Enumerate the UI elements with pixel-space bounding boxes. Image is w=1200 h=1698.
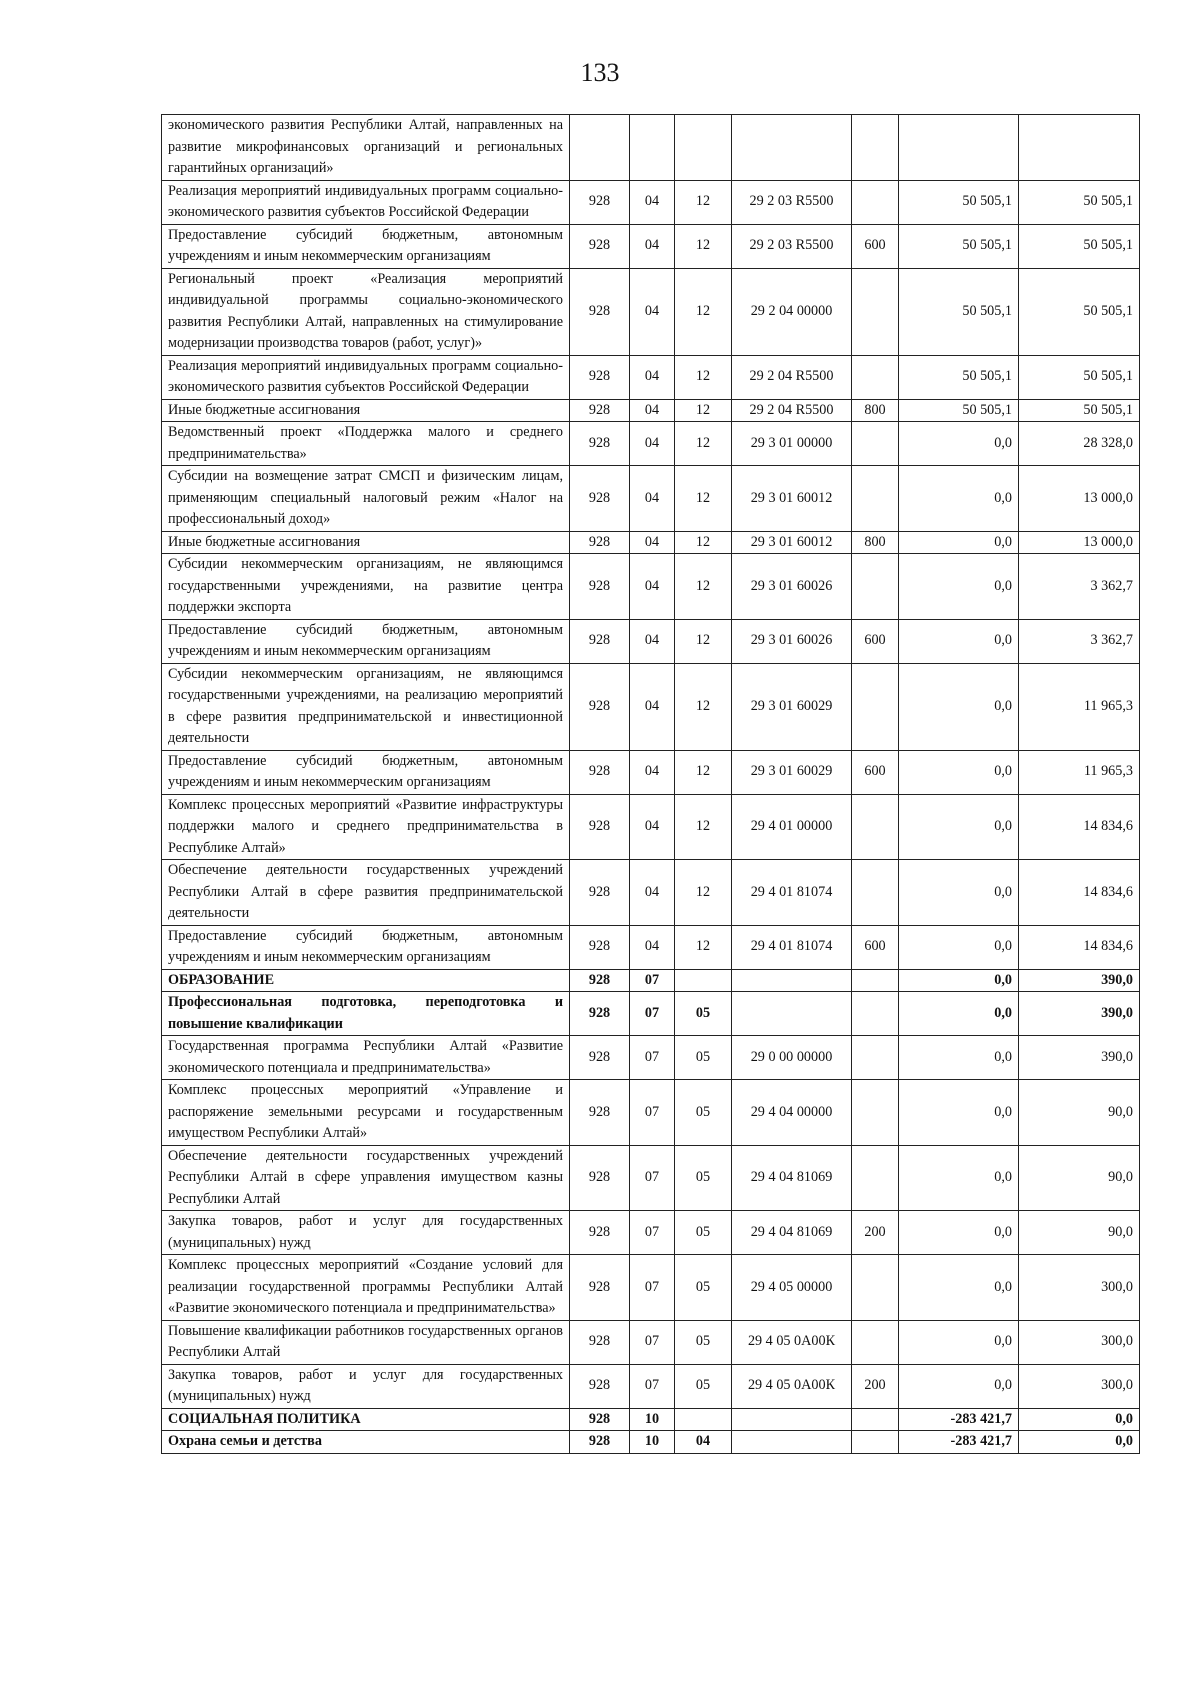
table-row	[162, 1320, 1140, 1364]
row-amount-2: 11 965,3	[1019, 663, 1140, 750]
row-target-article-code: 29 2 03 R5500	[732, 180, 852, 224]
row-subsection-code: 12	[675, 224, 732, 268]
row-grbs-code: 928	[570, 750, 630, 794]
row-expense-type-code: 600	[852, 224, 899, 268]
table-row	[162, 1255, 1140, 1321]
row-name: Закупка товаров, работ и услуг для государственных (муниципальных) нужд	[162, 1364, 570, 1408]
row-grbs-code: 928	[570, 399, 630, 422]
row-amount-1: 0,0	[899, 554, 1019, 620]
row-target-article-code: 29 3 01 60012	[732, 466, 852, 532]
row-grbs-code: 928	[570, 1145, 630, 1211]
table-row	[162, 1036, 1140, 1080]
row-amount-2: 300,0	[1019, 1255, 1140, 1321]
row-expense-type-code: 800	[852, 531, 899, 554]
row-expense-type-code	[852, 466, 899, 532]
table-row	[162, 1080, 1140, 1146]
row-expense-type-code	[852, 1431, 899, 1454]
row-amount-2: 14 834,6	[1019, 925, 1140, 969]
row-subsection-code: 12	[675, 399, 732, 422]
row-name: Региональный проект «Реализация мероприятий индивидуальной программы социально-экономического развития Республики Алтай, направленных на стимулирование модернизации производства товаров (работ, услуг)»	[162, 268, 570, 355]
row-grbs-code: 928	[570, 224, 630, 268]
row-subsection-code: 12	[675, 554, 732, 620]
table-row	[162, 1211, 1140, 1255]
row-section-code: 07	[630, 1080, 675, 1146]
row-target-article-code: 29 3 01 60029	[732, 750, 852, 794]
table-row	[162, 794, 1140, 860]
row-grbs-code: 928	[570, 1320, 630, 1364]
row-subsection-code: 12	[675, 860, 732, 926]
row-name: Охрана семьи и детства	[162, 1431, 570, 1454]
row-name: Субсидии некоммерческим организациям, не являющимся государственными учреждениями, на развитие центра поддержки экспорта	[162, 554, 570, 620]
row-grbs-code: 928	[570, 794, 630, 860]
row-name: СОЦИАЛЬНАЯ ПОЛИТИКА	[162, 1408, 570, 1431]
row-amount-2: 390,0	[1019, 992, 1140, 1036]
row-expense-type-code	[852, 794, 899, 860]
row-grbs-code: 928	[570, 355, 630, 399]
row-grbs-code: 928	[570, 663, 630, 750]
row-amount-2: 50 505,1	[1019, 180, 1140, 224]
row-amount-2: 13 000,0	[1019, 531, 1140, 554]
row-amount-1: 0,0	[899, 663, 1019, 750]
row-subsection-code: 12	[675, 422, 732, 466]
row-section-code: 04	[630, 466, 675, 532]
row-grbs-code: 928	[570, 1036, 630, 1080]
table-body	[162, 115, 1140, 1454]
row-expense-type-code	[852, 554, 899, 620]
row-subsection-code: 05	[675, 1320, 732, 1364]
row-subsection-code: 12	[675, 925, 732, 969]
row-grbs-code: 928	[570, 554, 630, 620]
row-expense-type-code	[852, 1080, 899, 1146]
table-row	[162, 969, 1140, 992]
row-grbs-code: 928	[570, 1364, 630, 1408]
row-grbs-code: 928	[570, 531, 630, 554]
row-subsection-code: 12	[675, 794, 732, 860]
row-amount-1: 50 505,1	[899, 224, 1019, 268]
row-target-article-code: 29 4 04 00000	[732, 1080, 852, 1146]
row-target-article-code: 29 2 04 00000	[732, 268, 852, 355]
row-amount-2: 0,0	[1019, 1431, 1140, 1454]
row-expense-type-code: 600	[852, 619, 899, 663]
row-amount-1: 0,0	[899, 1255, 1019, 1321]
row-subsection-code: 05	[675, 1080, 732, 1146]
row-amount-2: 50 505,1	[1019, 355, 1140, 399]
row-target-article-code: 29 4 05 0А00К	[732, 1320, 852, 1364]
row-amount-2: 90,0	[1019, 1211, 1140, 1255]
row-expense-type-code: 800	[852, 399, 899, 422]
row-section-code: 04	[630, 355, 675, 399]
row-amount-1: 0,0	[899, 992, 1019, 1036]
row-subsection-code: 12	[675, 466, 732, 532]
table-row	[162, 180, 1140, 224]
row-name: Иные бюджетные ассигнования	[162, 399, 570, 422]
row-section-code: 04	[630, 619, 675, 663]
row-expense-type-code	[852, 1036, 899, 1080]
row-name: Комплекс процессных мероприятий «Создание условий для реализации государственной программы Республики Алтай «Развитие экономического потенциала и предпринимательства»	[162, 1255, 570, 1321]
row-subsection-code: 12	[675, 750, 732, 794]
row-name: Реализация мероприятий индивидуальных программ социально-экономического развития субъектов Российской Федерации	[162, 180, 570, 224]
row-amount-1: 0,0	[899, 466, 1019, 532]
row-target-article-code: 29 0 00 00000	[732, 1036, 852, 1080]
row-target-article-code: 29 4 01 00000	[732, 794, 852, 860]
row-name: экономического развития Республики Алтай, направленных на развитие микрофинансовых организаций и региональных гарантийных организаций»	[162, 115, 570, 181]
row-expense-type-code	[852, 1408, 899, 1431]
row-grbs-code: 928	[570, 1255, 630, 1321]
page-number: 133	[580, 58, 620, 87]
row-amount-2: 3 362,7	[1019, 554, 1140, 620]
table-row	[162, 115, 1140, 181]
table-row	[162, 531, 1140, 554]
row-grbs-code: 928	[570, 1431, 630, 1454]
row-section-code: 10	[630, 1431, 675, 1454]
row-target-article-code: 29 4 01 81074	[732, 925, 852, 969]
row-expense-type-code	[852, 115, 899, 181]
row-amount-1: 50 505,1	[899, 268, 1019, 355]
row-target-article-code	[732, 992, 852, 1036]
row-subsection-code: 05	[675, 1364, 732, 1408]
row-amount-1: 0,0	[899, 794, 1019, 860]
row-amount-2: 50 505,1	[1019, 224, 1140, 268]
row-name: Комплекс процессных мероприятий «Управление и распоряжение земельными ресурсами и государственным имуществом Республики Алтай»	[162, 1080, 570, 1146]
row-target-article-code: 29 3 01 60026	[732, 554, 852, 620]
row-target-article-code: 29 3 01 60026	[732, 619, 852, 663]
row-subsection-code: 12	[675, 663, 732, 750]
row-amount-1: 0,0	[899, 969, 1019, 992]
row-amount-1: 0,0	[899, 1211, 1019, 1255]
row-amount-2: 390,0	[1019, 969, 1140, 992]
table-row	[162, 860, 1140, 926]
row-amount-1: 0,0	[899, 1145, 1019, 1211]
table-row	[162, 750, 1140, 794]
row-expense-type-code	[852, 355, 899, 399]
row-grbs-code: 928	[570, 1408, 630, 1431]
row-grbs-code: 928	[570, 180, 630, 224]
row-amount-1: 50 505,1	[899, 399, 1019, 422]
row-section-code: 07	[630, 1255, 675, 1321]
row-amount-1: 0,0	[899, 1364, 1019, 1408]
row-amount-2: 11 965,3	[1019, 750, 1140, 794]
table-row	[162, 1364, 1140, 1408]
row-expense-type-code	[852, 663, 899, 750]
row-expense-type-code	[852, 992, 899, 1036]
row-grbs-code: 928	[570, 268, 630, 355]
row-subsection-code: 05	[675, 1145, 732, 1211]
row-amount-1: 0,0	[899, 860, 1019, 926]
row-subsection-code	[675, 115, 732, 181]
row-section-code: 07	[630, 1145, 675, 1211]
row-section-code	[630, 115, 675, 181]
row-section-code: 04	[630, 268, 675, 355]
row-amount-2: 50 505,1	[1019, 399, 1140, 422]
table-row	[162, 619, 1140, 663]
table-row	[162, 268, 1140, 355]
row-expense-type-code	[852, 422, 899, 466]
table-row	[162, 399, 1140, 422]
row-subsection-code: 05	[675, 992, 732, 1036]
row-name: Профессиональная подготовка, переподготовка и повышение квалификации	[162, 992, 570, 1036]
row-name: Иные бюджетные ассигнования	[162, 531, 570, 554]
row-grbs-code: 928	[570, 925, 630, 969]
row-amount-1: 0,0	[899, 1036, 1019, 1080]
row-name: Субсидии некоммерческим организациям, не являющимся государственными учреждениями, на реализацию мероприятий в сфере развития предпринимательской и инвестиционной деятельности	[162, 663, 570, 750]
row-subsection-code: 12	[675, 180, 732, 224]
row-name: Государственная программа Республики Алтай «Развитие экономического потенциала и предпринимательства»	[162, 1036, 570, 1080]
row-amount-2: 90,0	[1019, 1145, 1140, 1211]
table-row	[162, 224, 1140, 268]
row-expense-type-code: 200	[852, 1211, 899, 1255]
row-name: Реализация мероприятий индивидуальных программ социально-экономического развития субъектов Российской Федерации	[162, 355, 570, 399]
row-name: ОБРАЗОВАНИЕ	[162, 969, 570, 992]
row-amount-2: 90,0	[1019, 1080, 1140, 1146]
row-name: Обеспечение деятельности государственных учреждений Республики Алтай в сфере развития предпринимательской деятельности	[162, 860, 570, 926]
row-name: Предоставление субсидий бюджетным, автономным учреждениям и иным некоммерческим организациям	[162, 925, 570, 969]
row-subsection-code: 12	[675, 619, 732, 663]
row-amount-1: 0,0	[899, 750, 1019, 794]
row-grbs-code: 928	[570, 1211, 630, 1255]
table-row	[162, 466, 1140, 532]
row-name: Ведомственный проект «Поддержка малого и среднего предпринимательства»	[162, 422, 570, 466]
table-row	[162, 1408, 1140, 1431]
row-target-article-code: 29 4 05 00000	[732, 1255, 852, 1321]
row-grbs-code: 928	[570, 992, 630, 1036]
row-target-article-code: 29 3 01 60029	[732, 663, 852, 750]
row-subsection-code: 05	[675, 1211, 732, 1255]
table-row	[162, 355, 1140, 399]
row-name: Предоставление субсидий бюджетным, автономным учреждениям и иным некоммерческим организациям	[162, 224, 570, 268]
row-amount-2: 14 834,6	[1019, 794, 1140, 860]
row-section-code: 07	[630, 1364, 675, 1408]
table-row	[162, 1145, 1140, 1211]
table-row	[162, 1431, 1140, 1454]
row-amount-2: 13 000,0	[1019, 466, 1140, 532]
row-section-code: 04	[630, 794, 675, 860]
row-amount-2: 14 834,6	[1019, 860, 1140, 926]
row-section-code: 04	[630, 554, 675, 620]
row-section-code: 04	[630, 180, 675, 224]
row-amount-2: 50 505,1	[1019, 268, 1140, 355]
row-amount-1	[899, 115, 1019, 181]
row-target-article-code: 29 2 04 R5500	[732, 355, 852, 399]
row-expense-type-code	[852, 1145, 899, 1211]
row-grbs-code: 928	[570, 1080, 630, 1146]
row-grbs-code: 928	[570, 619, 630, 663]
row-subsection-code: 05	[675, 1036, 732, 1080]
row-name: Субсидии на возмещение затрат СМСП и физическим лицам, применяющим специальный налоговый режим «Налог на профессиональный доход»	[162, 466, 570, 532]
row-name: Предоставление субсидий бюджетным, автономным учреждениям и иным некоммерческим организациям	[162, 750, 570, 794]
row-section-code: 04	[630, 531, 675, 554]
row-amount-1: -283 421,7	[899, 1408, 1019, 1431]
row-grbs-code: 928	[570, 466, 630, 532]
row-section-code: 04	[630, 224, 675, 268]
row-grbs-code: 928	[570, 969, 630, 992]
row-target-article-code	[732, 1431, 852, 1454]
table-row	[162, 422, 1140, 466]
row-subsection-code	[675, 969, 732, 992]
row-name: Повышение квалификации работников государственных органов Республики Алтай	[162, 1320, 570, 1364]
table-row	[162, 925, 1140, 969]
row-section-code: 10	[630, 1408, 675, 1431]
row-amount-1: 0,0	[899, 925, 1019, 969]
table-row	[162, 554, 1140, 620]
row-name: Обеспечение деятельности государственных учреждений Республики Алтай в сфере управления имуществом казны Республики Алтай	[162, 1145, 570, 1211]
row-amount-2: 300,0	[1019, 1364, 1140, 1408]
row-amount-1: 50 505,1	[899, 180, 1019, 224]
row-amount-2: 0,0	[1019, 1408, 1140, 1431]
row-grbs-code: 928	[570, 860, 630, 926]
row-amount-1: 0,0	[899, 1080, 1019, 1146]
row-amount-1: 0,0	[899, 1320, 1019, 1364]
row-amount-2: 3 362,7	[1019, 619, 1140, 663]
row-section-code: 07	[630, 969, 675, 992]
row-amount-1: -283 421,7	[899, 1431, 1019, 1454]
row-target-article-code: 29 3 01 00000	[732, 422, 852, 466]
row-expense-type-code: 600	[852, 925, 899, 969]
row-section-code: 04	[630, 925, 675, 969]
row-target-article-code	[732, 1408, 852, 1431]
row-expense-type-code	[852, 860, 899, 926]
row-amount-2: 28 328,0	[1019, 422, 1140, 466]
row-target-article-code: 29 4 04 81069	[732, 1211, 852, 1255]
row-subsection-code: 12	[675, 268, 732, 355]
row-amount-2	[1019, 115, 1140, 181]
row-amount-1: 0,0	[899, 619, 1019, 663]
row-section-code: 04	[630, 750, 675, 794]
row-target-article-code: 29 4 05 0А00К	[732, 1364, 852, 1408]
budget-table	[161, 114, 1140, 1454]
table-row	[162, 663, 1140, 750]
row-target-article-code	[732, 969, 852, 992]
row-section-code: 07	[630, 1211, 675, 1255]
row-expense-type-code	[852, 1255, 899, 1321]
row-section-code: 07	[630, 1320, 675, 1364]
row-section-code: 04	[630, 399, 675, 422]
row-target-article-code: 29 4 01 81074	[732, 860, 852, 926]
row-target-article-code: 29 4 04 81069	[732, 1145, 852, 1211]
row-expense-type-code	[852, 1320, 899, 1364]
row-grbs-code	[570, 115, 630, 181]
row-amount-1: 0,0	[899, 531, 1019, 554]
row-section-code: 07	[630, 1036, 675, 1080]
row-amount-1: 0,0	[899, 422, 1019, 466]
row-amount-1: 50 505,1	[899, 355, 1019, 399]
row-subsection-code: 05	[675, 1255, 732, 1321]
row-expense-type-code	[852, 268, 899, 355]
row-subsection-code: 12	[675, 355, 732, 399]
row-expense-type-code	[852, 180, 899, 224]
row-target-article-code: 29 3 01 60012	[732, 531, 852, 554]
row-target-article-code: 29 2 04 R5500	[732, 399, 852, 422]
row-section-code: 07	[630, 992, 675, 1036]
row-expense-type-code: 200	[852, 1364, 899, 1408]
row-subsection-code: 04	[675, 1431, 732, 1454]
row-subsection-code: 12	[675, 531, 732, 554]
row-amount-2: 390,0	[1019, 1036, 1140, 1080]
row-subsection-code	[675, 1408, 732, 1431]
row-section-code: 04	[630, 663, 675, 750]
row-target-article-code	[732, 115, 852, 181]
row-amount-2: 300,0	[1019, 1320, 1140, 1364]
row-expense-type-code: 600	[852, 750, 899, 794]
row-name: Предоставление субсидий бюджетным, автономным учреждениям и иным некоммерческим организациям	[162, 619, 570, 663]
row-section-code: 04	[630, 422, 675, 466]
row-name: Закупка товаров, работ и услуг для государственных (муниципальных) нужд	[162, 1211, 570, 1255]
row-section-code: 04	[630, 860, 675, 926]
table-row	[162, 992, 1140, 1036]
row-expense-type-code	[852, 969, 899, 992]
row-grbs-code: 928	[570, 422, 630, 466]
row-name: Комплекс процессных мероприятий «Развитие инфраструктуры поддержки малого и среднего предпринимательства в Республике Алтай»	[162, 794, 570, 860]
row-target-article-code: 29 2 03 R5500	[732, 224, 852, 268]
